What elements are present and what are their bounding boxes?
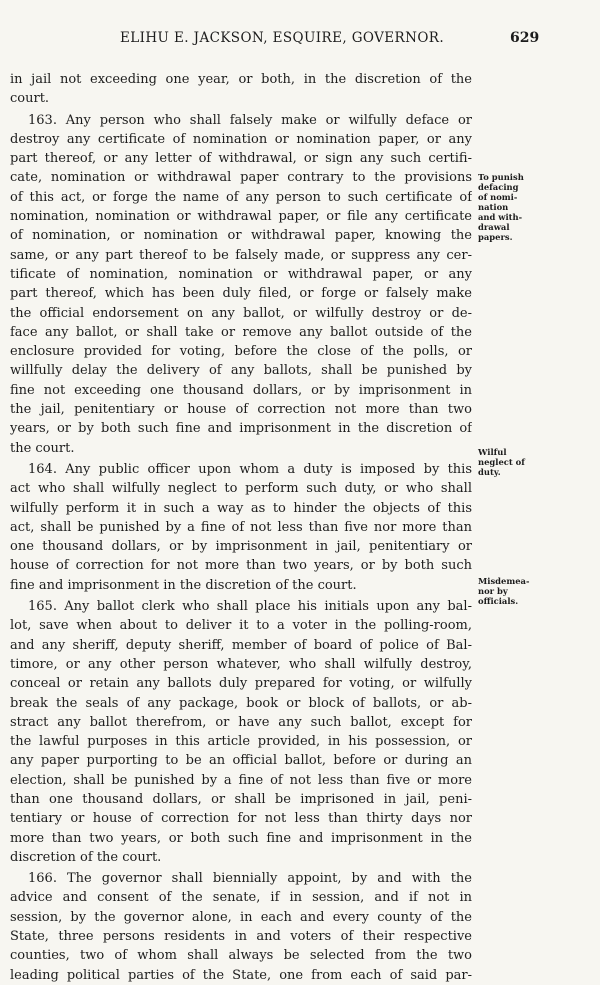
text-line: session, by the governor alone, in each and every county of the (10, 909, 472, 925)
margin-note-line: duty. (478, 467, 501, 477)
margin-note-line: nor by (478, 586, 508, 596)
text-line: court. (10, 91, 50, 107)
text-line: 165. Any ballot clerk who shall place his initials upon any bal- (28, 599, 472, 615)
text-line: fine and imprisonment in the discretion of the court. (10, 577, 357, 593)
text-line: State, three persons residents in and voters of their respective (10, 929, 472, 945)
text-line: leading political parties of the State, one from each of said par- (10, 967, 472, 983)
text-line: the lawful purposes in this article provided, in his possession, or (10, 734, 472, 750)
text-line: more than two years, or both such fine and imprisonment in the (10, 830, 472, 846)
body-text (10, 70, 472, 985)
text-line: conceal or retain any ballots duly prepared for voting, or wilfully (10, 676, 472, 692)
text-line: wilfully perform it in such a way as to hinder the objects of this (10, 500, 472, 516)
section-163 (10, 111, 472, 458)
margin-note-misdemeanor (478, 576, 573, 606)
margin-note-line: To punish (478, 172, 524, 182)
text-line: any paper purporting to be an official ballot, before or during an (10, 753, 472, 769)
text-line: discretion of the court. (10, 849, 162, 865)
text-line: timore, or any other person whatever, who shall wilfully destroy, (10, 656, 472, 672)
section-166 (10, 869, 472, 985)
margin-note-line: Misdemea- (478, 576, 530, 586)
page-header (0, 30, 600, 52)
margin-note-line: drawal (478, 222, 510, 232)
text-line: enclosure provided for voting, before the close of the polls, or (10, 344, 472, 360)
margin-note-line: nation (478, 202, 509, 212)
text-line: than one thousand dollars, or shall be imprisoned in jail, peni- (10, 791, 472, 807)
text-line: destroy any certificate of nomination or nomination paper, or any (10, 131, 472, 147)
text-line: tentiary or house of correction for not less than thirty days nor (10, 811, 472, 827)
text-line: lot, save when about to deliver it to a voter in the polling-room, (10, 618, 472, 634)
margin-note-line: defacing (478, 182, 519, 192)
margin-note-line: papers. (478, 232, 513, 242)
text-line: the jail, penitentiary or house of correction not more than two (10, 402, 472, 418)
running-head: ELIHU E. JACKSON, ESQUIRE, GOVERNOR. (120, 30, 445, 46)
text-line: 163. Any person who shall falsely make or wilfully deface or (28, 112, 472, 128)
text-line: counties, two of whom shall always be selected from the two (10, 948, 472, 964)
text-line: fine not exceeding one thousand dollars, or by imprisonment in (10, 382, 472, 398)
text-line: in jail not exceeding one year, or both, in the discretion of the (10, 72, 472, 87)
text-line: and any sheriff, deputy sheriff, member of board of police of Bal- (10, 637, 472, 653)
text-line: stract any ballot therefrom, or have any such ballot, except for (10, 714, 472, 730)
page-number: 629 (510, 30, 540, 46)
text-line: act, shall be punished by a fine of not less than five nor more than (10, 519, 472, 535)
text-line: part thereof, which has been duly filed, or forge or falsely make (10, 286, 472, 302)
margin-note-line: and with- (478, 212, 523, 222)
text-line: one thousand dollars, or by imprisonment in jail, penitentiary or (10, 539, 472, 555)
section-165 (10, 597, 472, 867)
margin-note-line: neglect of (478, 457, 525, 467)
text-line: part thereof, or any letter of withdrawal, or sign any such certifi- (10, 151, 472, 167)
text-line: advice and consent of the senate, if in session, and if not in (10, 890, 472, 906)
text-line: face any ballot, or shall take or remove any ballot outside of the (10, 324, 472, 340)
text-line: 164. Any public officer upon whom a duty is imposed by this (28, 461, 472, 477)
text-line: the court. (10, 440, 75, 456)
margin-note-line: of nomi- (478, 192, 518, 202)
text-line: tificate of nomination, nomination or withdrawal paper, or any (10, 266, 472, 282)
text-line: break the seals of any package, book or block of ballots, or ab- (10, 695, 472, 711)
text-line: cate, nomination or withdrawal paper contrary to the provisions (10, 170, 472, 186)
text-line: of nomination, or nomination or withdrawal paper, knowing the (10, 228, 472, 244)
margin-note-line: officials. (478, 596, 519, 606)
margin-note-neglect-of-duty (478, 447, 573, 477)
margin-note-line: Wilful (478, 447, 507, 457)
text-line: willfully delay the delivery of any ballots, shall be punished by (10, 363, 472, 379)
text-line: house of correction for not more than two years, or by both such (10, 558, 472, 574)
text-line: of this act, or forge the name of any person to such certificate of (10, 189, 472, 205)
margin-note-defacing-papers (478, 172, 573, 242)
text-line: 166. The governor shall biennially appoint, by and with the (28, 871, 472, 887)
text-line: years, or by both such fine and imprisonment in the discretion of (10, 421, 472, 437)
section-164 (10, 460, 472, 595)
text-line: act who shall wilfully neglect to perform such duty, or who shall (10, 481, 472, 497)
text-line: same, or any part thereof to be falsely made, or suppress any cer- (10, 247, 472, 263)
text-line: election, shall be punished by a fine of not less than five or more (10, 772, 472, 788)
paragraph-continuation (10, 70, 472, 109)
text-line: the official endorsement on any ballot, or wilfully destroy or de- (10, 305, 472, 321)
text-line: nomination, nomination or withdrawal paper, or file any certificate (10, 209, 472, 225)
